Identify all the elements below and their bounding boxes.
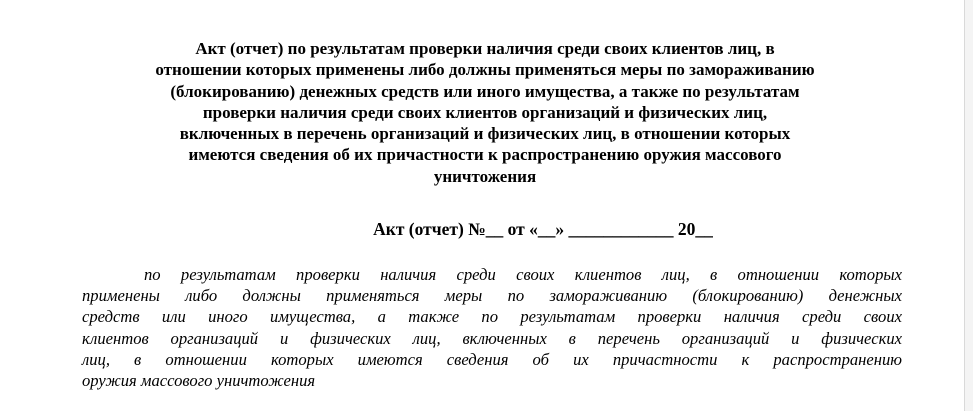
act-number-line: Акт (отчет) №__ от «__» ____________ 20__: [373, 219, 713, 239]
title-line: проверки наличия среди своих клиентов организаций и физических лиц,: [202, 102, 768, 122]
title-line: отношении которых применены либо должны применяться меры по замораживанию: [155, 60, 815, 80]
act-description: [82, 264, 902, 391]
description-line: оружия массового уничтожения: [82, 371, 316, 391]
title-line: Акт (отчет) по результатам проверки наличия среди своих клиентов лиц, в: [195, 39, 775, 58]
description-line: клиентов организаций и физических лиц, включенных в перечень организаций и физических: [82, 328, 902, 348]
description-line: по результатам проверки наличия среди своих клиентов лиц, в отношении которых: [144, 265, 902, 284]
title-line: (блокированию) денежных средств или иного имущества, а также по результатам: [170, 81, 800, 101]
title-line: уничтожения: [433, 166, 537, 186]
scrollbar-track[interactable]: [965, 0, 973, 411]
document-title: [60, 38, 910, 187]
title-line: имеются сведения об их причастности к распространению оружия массового: [188, 145, 782, 165]
description-line: применены либо должны применяться меры по замораживанию (блокированию) денежных: [82, 286, 902, 306]
description-line: средств или иного имущества, а также по результатам проверки наличия среди своих: [82, 307, 902, 327]
description-line: лиц, в отношении которых имеются сведения об их причастности к распространению: [82, 349, 902, 369]
title-line: включенных в перечень организаций и физических лиц, в отношении которых: [179, 124, 791, 144]
